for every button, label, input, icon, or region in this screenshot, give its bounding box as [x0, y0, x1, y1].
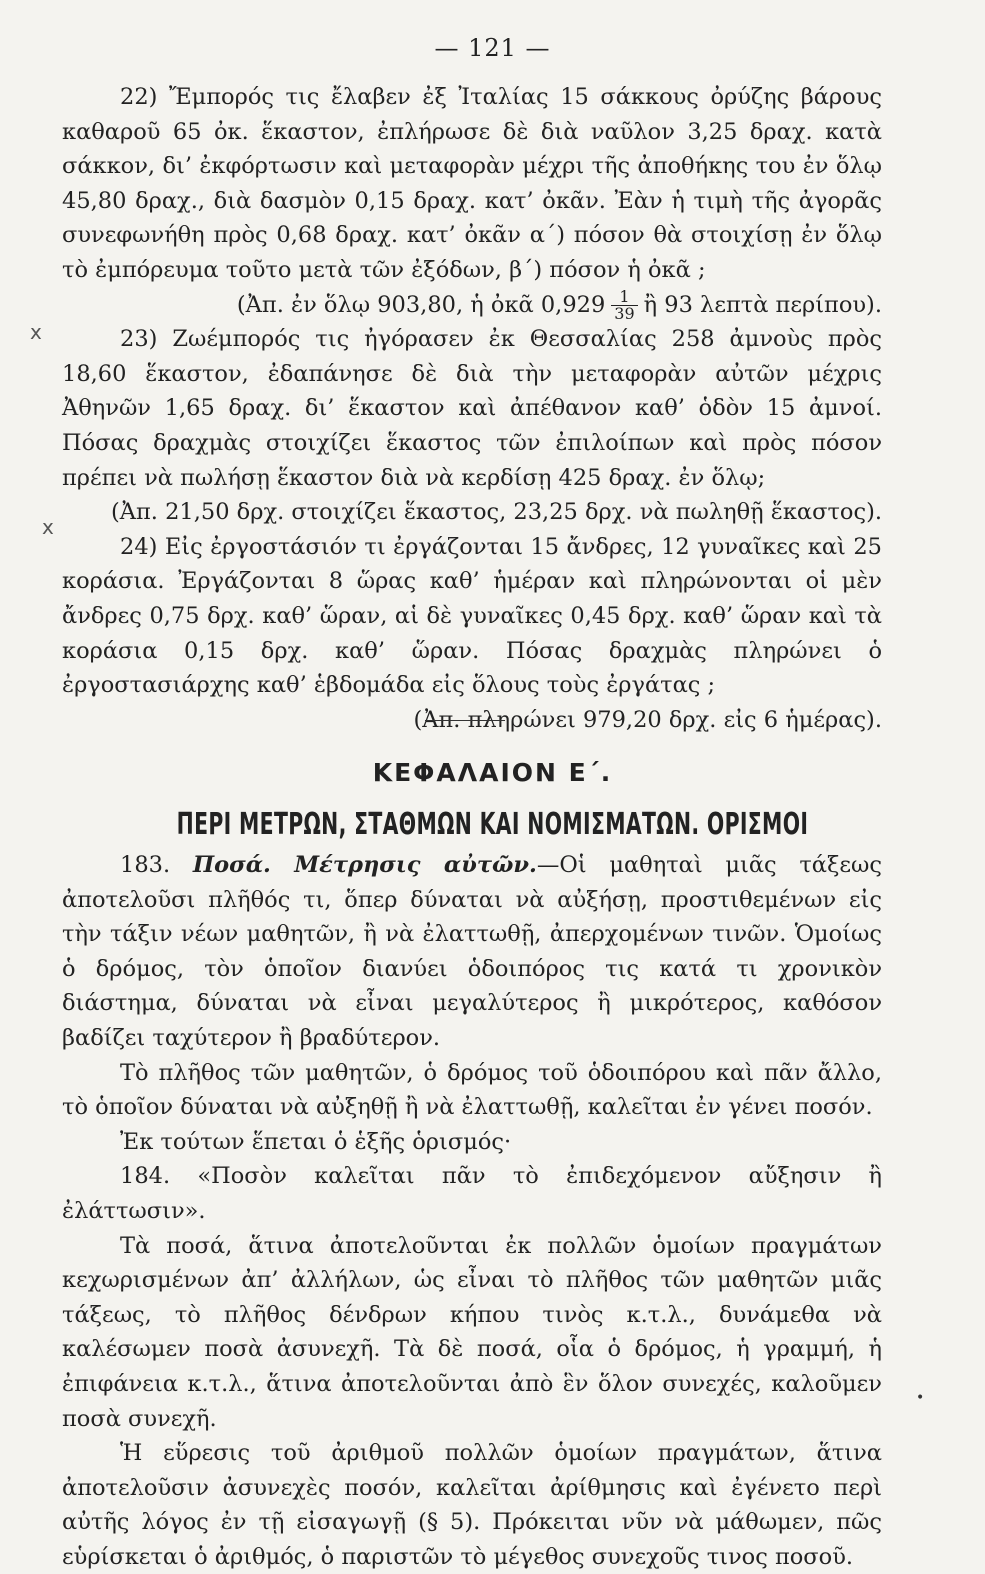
margin-mark-24: x: [42, 515, 54, 539]
exercise-22-answer: [62, 288, 882, 323]
chapter-subtitle: ΠΕΡΙ ΜΕΤΡΩΝ, ΣΤΑΘΜΩΝ ΚΑΙ ΝΟΜΙΣΜΑΤΩΝ. ΟΡΙΣΜΟΙ: [176, 807, 809, 842]
answer-22-fraction: [611, 289, 637, 322]
paragraph-counting: Ἡ εὕρεσις τοῦ ἀριθμοῦ πολλῶν ὁμοίων πραγμάτων, ἅτινα ἀποτελοῦσιν ἀσυνεχὲς ποσόν, καλεῖται ἀρίθμησις καὶ ἐγένετο περὶ αὐτῆς λόγος ἐν τῇ εἰσαγωγῇ (§ 5). Πρόκειται νῦν νὰ μάθωμεν, πῶς εὑρίσκεται ὁ ἀριθμός, ὁ παριστῶν τὸ μέγεθος συνεχοῦς τινος ποσοῦ.: [62, 1440, 882, 1570]
paragraph-183-title: Ποσά. Μέτρησις αὐτῶν.: [192, 852, 537, 878]
fraction-numerator: 1: [611, 289, 637, 306]
paragraph-183-text: —Οἱ μαθηταὶ μιᾶς τάξεως ἀποτελοῦσι πλῆθός τι, ὅπερ δύναται νὰ αὐξήσῃ, προστιθεμένων εἰς τὴν τάξιν νέων μαθητῶν, ἢ νὰ ἐλαττωθῇ, ἀπερχομένων τινῶν. Ὁμοίως ὁ δρόμος, τὸν ὁποῖον διανύει ὁδοιπόρος τις κατά τι χρονικὸν διάστημα, δύναται νὰ εἶναι μεγαλύτερος ἢ μικρότερος, καθόσον βαδίζει ταχύτερον ἢ βραδύτερον.: [62, 852, 882, 1051]
paragraph-quantity: Τὸ πλῆθος τῶν μαθητῶν, ὁ δρόμος τοῦ ὁδοιπόρου καὶ πᾶν ἄλλο, τὸ ὁποῖον δύναται νὰ αὐξηθῇ ἢ νὰ ἐλαττωθῇ, καλεῖται ἐν γένει ποσόν.: [62, 1059, 882, 1121]
paragraph-discrete-continuous: Τὰ ποσά, ἅτινα ἀποτελοῦνται ἐκ πολλῶν ὁμοίων πραγμάτων κεχωρισμένων ἀπ’ ἀλλήλων, ὡς εἶναι τὸ πλῆθος τῶν μαθητῶν μιᾶς τάξεως, τὸ πλῆθος δένδρων κήπου τινὸς κ.τ.λ., δυνάμεθα νὰ καλέσωμεν ποσὰ ἀσυνεχῆ. Τὰ δὲ ποσά, οἷα ὁ δρόμος, ἡ γραμμή, ἡ ἐπιφάνεια κ.τ.λ., ἅτινα ἀποτελοῦνται ἀπὸ ἓν ὅλον συνεχές, καλοῦμεν ποσὰ συνεχῆ.: [62, 1232, 882, 1432]
exercise-24: 24) Εἰς ἐργοστάσιόν τι ἐργάζονται 15 ἄνδρες, 12 γυναῖκες καὶ 25 κοράσια. Ἐργάζονται 8 ὥρας καθ’ ἡμέραν καὶ πληρώνονται οἱ μὲν ἄνδρες 0,75 δρχ. καθ’ ὥραν, αἱ δὲ γυναῖκες 0,45 δρχ. καθ’ ὥραν καὶ τὰ κοράσια 0,15 δρχ. καθ’ ὥραν. Πόσας δραχμὰς πληρώνει ὁ ἐργοστασιάρχης καθ’ ἑβδομάδα εἰς ὅλους τοὺς ἐργάτας ;: [62, 533, 882, 699]
exercise-23: 23) Ζωέμπορός τις ἠγόρασεν ἐκ Θεσσαλίας 258 ἀμνοὺς πρὸς 18,60 ἕκαστον, ἐδαπάνησε δὲ διὰ τὴν μεταφορὰν αὐτῶν μέχρις Ἀθηνῶν 1,65 δραχ. δι’ ἕκαστον καὶ ἀπέθανον καθ’ ὁδὸν 15 ἀμνοί. Πόσας δραχμὰς στοιχίζει ἕκαστος τῶν ἐπιλοίπων καὶ πρὸς πόσον πρέπει νὰ πωλήσῃ ἕκαστον διὰ νὰ κερδίσῃ 425 δραχ. ἐν ὅλῳ;: [62, 326, 882, 491]
exercise-22: 22) Ἔμπορός τις ἔλαβεν ἐξ Ἰταλίας 15 σάκκους ὀρύζης βάρους καθαροῦ 65 ὀκ. ἕκαστον, ἐπλήρωσε δὲ διὰ ναῦλον 3,25 δραχ. κατὰ σάκκον, δι’ ἐκφόρτωσιν καὶ μεταφορὰν μέχρι τῆς ἀποθήκης του ἐν ὅλῳ 45,80 δραχ., διὰ δασμὸν 0,15 δραχ. κατ’ ὀκᾶν. Ἐὰν ἡ τιμὴ τῆς ἀγορᾶς συνεφωνήθη πρὸς 0,68 δραχ. κατ’ ὀκᾶν α΄) πόσον θὰ στοιχίσῃ ἐν ὅλῳ τὸ ἐμπόρευμα τοῦτο μετὰ τῶν ἐξόδων, β΄) πόσον ἡ ὀκᾶ ;: [62, 84, 882, 283]
exercise-23-answer: (Ἀπ. 21,50 δρχ. στοιχίζει ἕκαστος, 23,25 δρχ. νὰ πωληθῇ ἕκαστος).: [110, 499, 882, 526]
section-divider: [425, 720, 505, 721]
page-number: — 121 —: [434, 34, 551, 62]
answer-22-part-1: (Ἀπ. ἐν ὅλῳ 903,80, ἡ ὀκᾶ 0,929: [236, 291, 606, 318]
stray-dot: •: [916, 1390, 925, 1406]
exercise-24-answer: (Ἀπ. πληρώνει 979,20 δρχ. εἰς 6 ἡμέρας).: [413, 706, 882, 733]
paragraph-184: 184. «Ποσὸν καλεῖται πᾶν τὸ ἐπιδεχόμενον αὔξησιν ἢ ἐλάττωσιν».: [62, 1163, 882, 1224]
margin-mark-23: x: [30, 320, 42, 344]
exercise-list: [62, 80, 882, 737]
paragraph-183-number: 183.: [120, 852, 171, 878]
chapter-title: ΚΕΦΑΛΑΙΟΝ Ε΄.: [372, 758, 613, 787]
paragraph-definition-intro: Ἐκ τούτων ἕπεται ὁ ἑξῆς ὁρισμός·: [120, 1128, 512, 1155]
answer-22-part-2: ἢ 93 λεπτὰ περίπου).: [643, 291, 882, 318]
paragraph-183: [62, 848, 882, 1056]
fraction-denominator: 39: [614, 304, 635, 324]
chapter-body: [62, 848, 882, 1574]
